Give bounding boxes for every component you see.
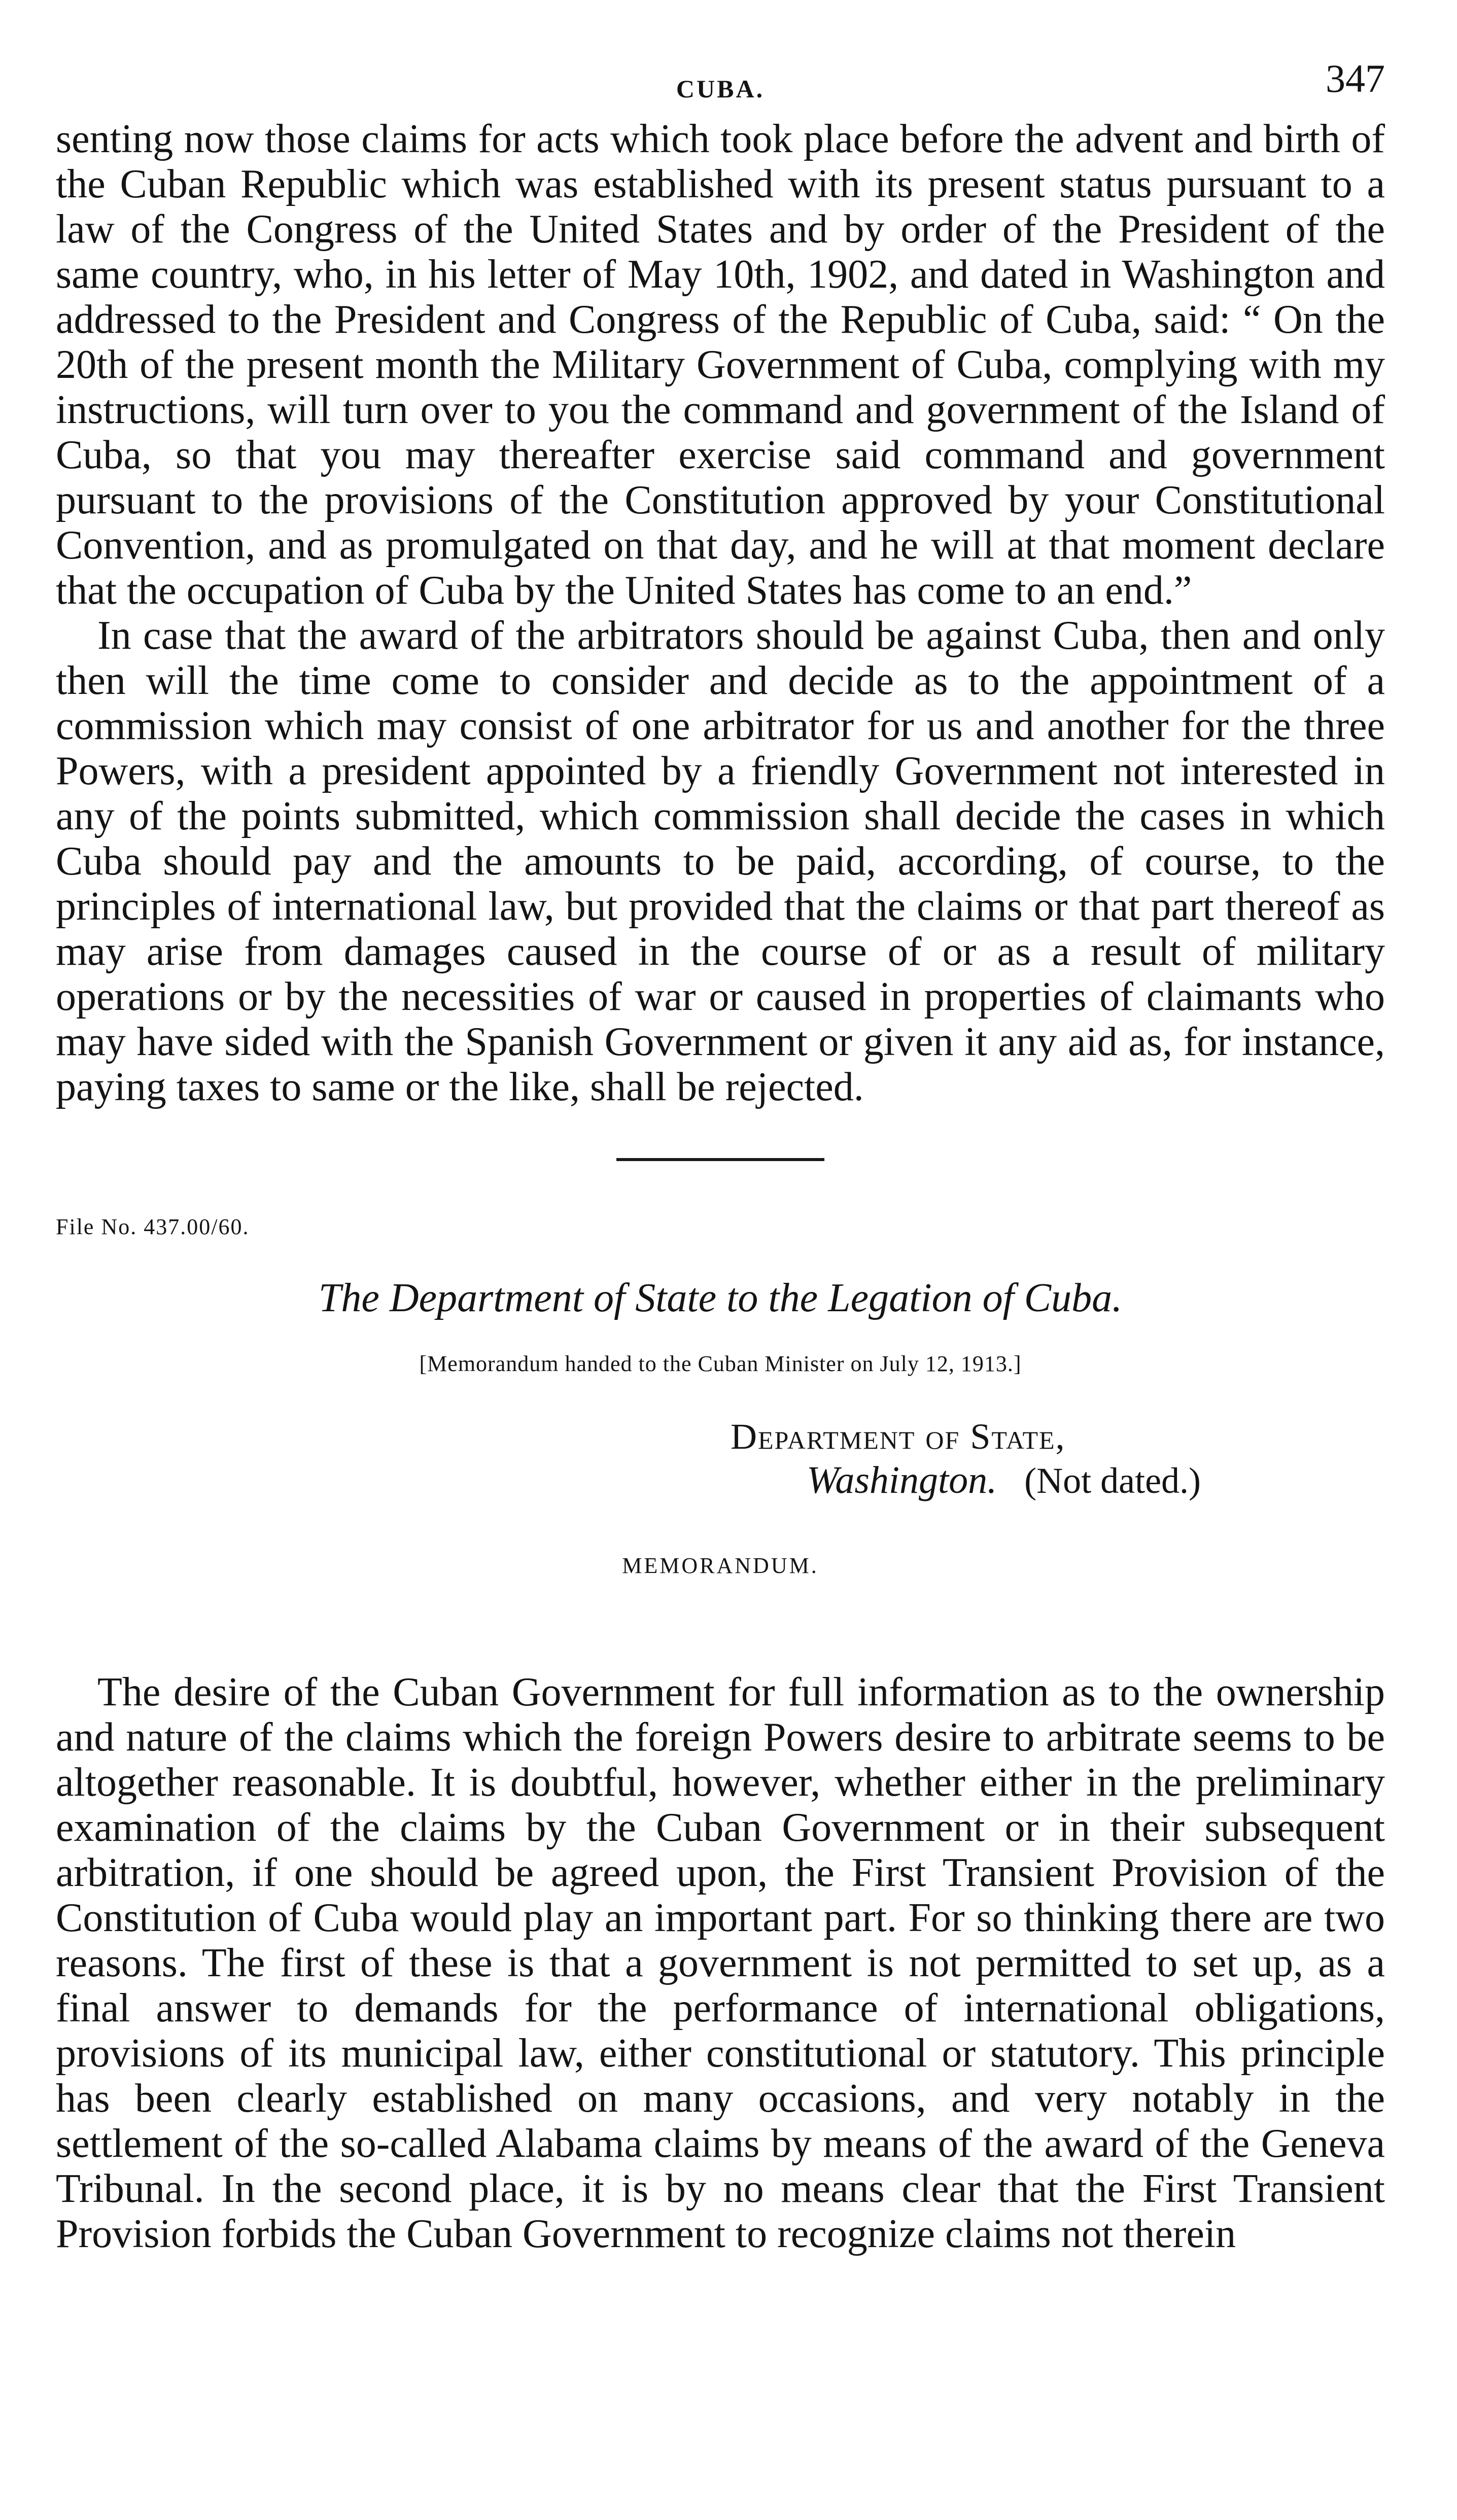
arbitration-paragraph: In case that the award of the arbitrators should be against Cuba, then and only then will the time come to consider and decide as to the appointment of a commission which may consist of one arbitrator for us and another for the three Powers, with a president appointed by a friendly Government not interested in any of the points submitted, which commission shall decide the cases in which Cuba should pay and the amounts to be paid, according, of course, to the principles of international law, but provided that the claims or that part thereof as may arise from damages caused in the course of or as a result of military operations or by the necessities of war or caused in properties of claimants who may have sided with the Spanish Government or given it any aid as, for instance, paying taxes to same or the like, shall be rejected. [56,613,1385,1109]
memorandum-paragraph: The desire of the Cuban Government for full information as to the ownership and nature of the claims which the foreign Powers desire to arbitrate seems to be altogether reasonable. It is doubtful, however, whether either in the preliminary examination of the claims by the Cuban Government or in their subsequent arbitration, if one should be agreed upon, the First Transient Provision of the Constitution of Cuba would play an important part. For so thinking there are two reasons. The first of these is that a government is not permitted to set up, as a final answer to demands for the performance of international obligations, provisions of its municipal law, either constitutional or statutory. This principle has been clearly established on many occasions, and very notably in the settlement of the so-called Alabama claims by means of the award of the Geneva Tribunal. In the second place, it is by no means clear that the First Transient Provision forbids the Cuban Government to recognize claims not therein [56,1670,1385,2256]
running-header [56,51,1385,117]
sender-block [731,1415,1385,1502]
sender-place: Washington. [807,1459,997,1501]
sender-place-date [731,1458,1385,1502]
memorandum-heading: MEMORANDUM. [622,1553,819,1578]
page-number: 347 [1326,56,1385,100]
file-number: File No. 437.00/60. [56,1214,250,1239]
document-page [56,51,1385,2496]
running-title: CUBA. [676,75,765,103]
sender-date: (Not dated.) [1024,1460,1201,1501]
continued-paragraph: senting now those claims for acts which took place before the advent and birth of the Cuban Republic which was established with its present status pursuant to a law of the Congress of the United States and by order of the President of the same country, who, in his letter of May 10th, 1902, and dated in Washington and addressed to the President and Congress of the Republic of Cuba, said: “ On the 20th of the present month the Military Government of Cuba, complying with my instructions, will turn over to you the command and government of the Island of Cuba, so that you may thereafter exercise said command and government pursuant to the provisions of the Constitution approved by your Constitutional Convention, and as promulgated on that day, and he will at that moment declare that the occupation of Cuba by the United States has come to an end.” [56,117,1385,613]
sender-department: Department of State, [731,1416,1066,1457]
document-subtitle: [Memorandum handed to the Cuban Minister on July 12, 1913.] [419,1351,1022,1376]
document-title: The Department of State to the Legation of Cuba. [318,1276,1123,1320]
section-divider [616,1158,824,1161]
